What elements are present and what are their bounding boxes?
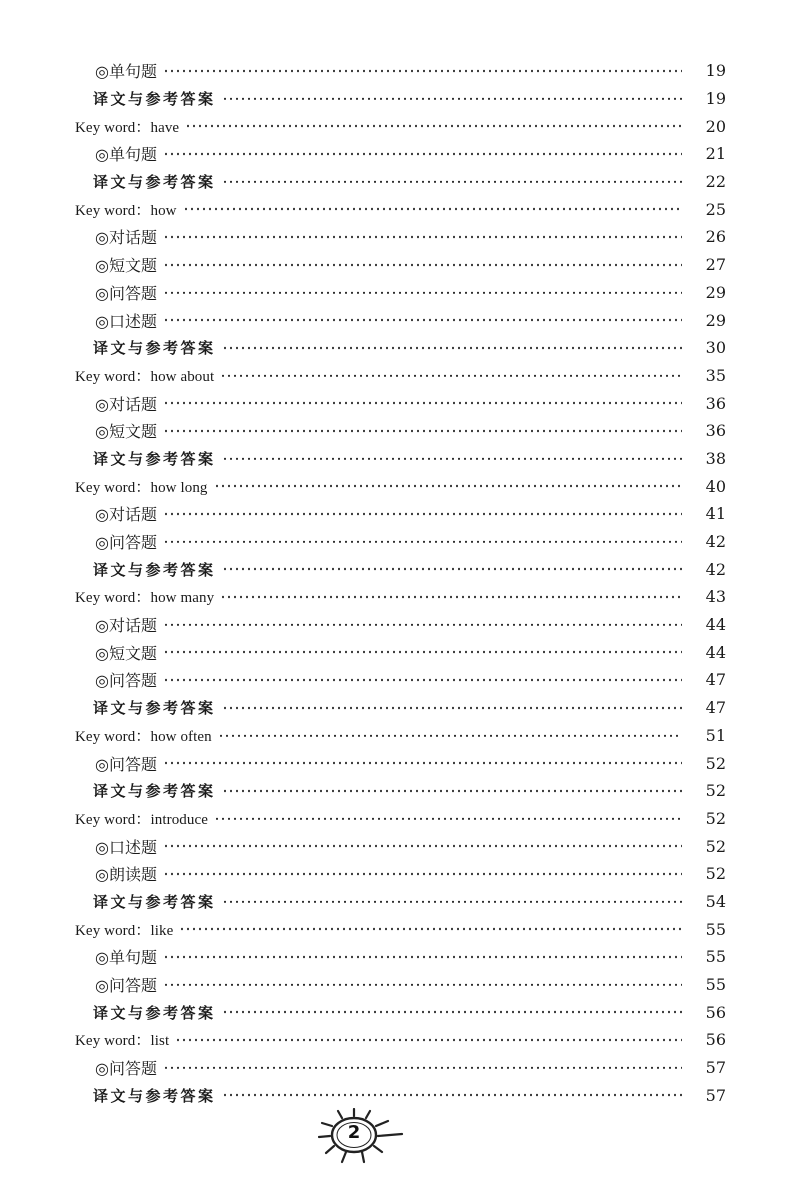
toc-entry-label: Key word：how <box>75 202 177 219</box>
toc-entry-page: 44 <box>705 615 726 635</box>
toc-entry-page: 35 <box>705 365 726 385</box>
toc-entry-page: 57 <box>705 1058 726 1078</box>
toc-entry-label: ◎对话题 <box>95 228 157 248</box>
dot-leader <box>163 140 682 168</box>
dot-leader <box>218 722 682 750</box>
toc-entry-page: 52 <box>705 753 726 773</box>
toc-entry[interactable] <box>0 112 790 140</box>
toc-entry-page: 29 <box>705 282 726 302</box>
toc-entry[interactable] <box>0 722 790 750</box>
toc-entry[interactable] <box>0 389 790 417</box>
dot-leader <box>222 555 682 583</box>
toc-entry-label: ◎短文题 <box>95 256 157 276</box>
toc-entry[interactable] <box>0 85 790 113</box>
toc-entry-page: 56 <box>705 1002 726 1022</box>
toc-entry[interactable] <box>0 445 790 473</box>
toc-entry[interactable] <box>0 971 790 999</box>
dot-leader <box>214 472 682 500</box>
dot-leader <box>175 1026 682 1054</box>
dot-leader <box>163 611 682 639</box>
dot-leader <box>179 915 682 943</box>
toc-entry-label: Key word：how often <box>75 728 212 745</box>
toc-entry[interactable] <box>0 251 790 279</box>
toc-entry-page: 55 <box>705 919 726 939</box>
toc-entry-page: 22 <box>705 172 726 192</box>
dot-leader <box>163 306 682 334</box>
toc-entry-page: 27 <box>705 255 726 275</box>
table-of-contents <box>0 57 790 1109</box>
toc-entry-page: 20 <box>705 116 726 136</box>
toc-entry-page: 47 <box>705 698 726 718</box>
dot-leader <box>163 749 682 777</box>
toc-entry-label: Key word：how about <box>75 368 215 385</box>
toc-entry[interactable] <box>0 915 790 943</box>
toc-entry[interactable] <box>0 666 790 694</box>
toc-entry-label: ◎问答题 <box>95 754 157 774</box>
dot-leader <box>222 694 682 722</box>
dot-leader <box>222 445 682 473</box>
toc-entry-page: 51 <box>705 725 726 745</box>
toc-entry-label: 译文与参考答案 <box>93 1086 216 1105</box>
toc-entry-page: 21 <box>705 144 726 164</box>
toc-entry-label: ◎问答题 <box>95 283 157 303</box>
toc-entry[interactable] <box>0 500 790 528</box>
ship-wheel-icon <box>318 1108 404 1178</box>
toc-entry-label: Key word：introduce <box>75 811 209 828</box>
toc-entry-label: 译文与参考答案 <box>93 449 216 468</box>
toc-entry[interactable] <box>0 638 790 666</box>
toc-entry[interactable] <box>0 860 790 888</box>
toc-entry-page: 52 <box>705 781 726 801</box>
dot-leader <box>222 85 682 113</box>
toc-entry[interactable] <box>0 998 790 1026</box>
toc-entry-label: Key word：how long <box>75 479 208 496</box>
dot-leader <box>163 57 682 85</box>
toc-entry-label: ◎对话题 <box>95 394 157 414</box>
toc-entry[interactable] <box>0 362 790 390</box>
toc-entry-label: Key word：have <box>75 119 180 136</box>
toc-entry[interactable] <box>0 140 790 168</box>
dot-leader <box>183 195 682 223</box>
toc-entry-label: ◎对话题 <box>95 505 157 525</box>
page-number: 2 <box>347 1122 361 1143</box>
toc-entry-label: ◎朗读题 <box>95 865 157 885</box>
dot-leader <box>163 638 682 666</box>
page-number-badge <box>318 1108 404 1178</box>
dot-leader <box>220 583 682 611</box>
toc-entry[interactable] <box>0 694 790 722</box>
toc-entry[interactable] <box>0 777 790 805</box>
toc-entry-label: 译文与参考答案 <box>93 892 216 911</box>
toc-entry-page: 26 <box>705 227 726 247</box>
toc-entry-label: ◎口述题 <box>95 837 157 857</box>
toc-entry-page: 19 <box>705 89 726 109</box>
dot-leader <box>222 998 682 1026</box>
toc-entry-page: 55 <box>705 947 726 967</box>
toc-entry-page: 19 <box>705 61 726 81</box>
toc-entry[interactable] <box>0 306 790 334</box>
toc-entry-label: 译文与参考答案 <box>93 173 216 192</box>
toc-entry-label: Key word：like <box>75 922 174 939</box>
toc-entry[interactable] <box>0 611 790 639</box>
dot-leader <box>222 168 682 196</box>
dot-leader <box>163 389 682 417</box>
dot-leader <box>163 860 682 888</box>
toc-entry-page: 52 <box>705 836 726 856</box>
toc-entry-label: ◎口述题 <box>95 311 157 331</box>
toc-entry-label: ◎问答题 <box>95 533 157 553</box>
toc-entry[interactable] <box>0 195 790 223</box>
toc-entry-page: 57 <box>705 1085 726 1105</box>
toc-entry-page: 52 <box>705 808 726 828</box>
toc-entry-page: 43 <box>705 587 726 607</box>
dot-leader <box>163 1054 682 1082</box>
toc-entry-label: ◎短文题 <box>95 643 157 663</box>
toc-entry-label: ◎短文题 <box>95 422 157 442</box>
toc-entry-label: 译文与参考答案 <box>93 339 216 358</box>
toc-entry-label: ◎问答题 <box>95 671 157 691</box>
dot-leader <box>220 362 682 390</box>
toc-entry[interactable] <box>0 528 790 556</box>
toc-entry-page: 36 <box>705 421 726 441</box>
toc-entry-label: ◎单句题 <box>95 62 157 82</box>
dot-leader <box>163 666 682 694</box>
dot-leader <box>163 279 682 307</box>
toc-entry[interactable] <box>0 888 790 916</box>
dot-leader <box>222 777 682 805</box>
dot-leader <box>214 805 682 833</box>
toc-entry-label: 译文与参考答案 <box>93 782 216 801</box>
toc-entry-page: 36 <box>705 393 726 413</box>
dot-leader <box>163 223 682 251</box>
dot-leader <box>222 888 682 916</box>
toc-entry[interactable] <box>0 334 790 362</box>
toc-entry-page: 42 <box>705 559 726 579</box>
toc-entry[interactable] <box>0 472 790 500</box>
toc-entry-page: 29 <box>705 310 726 330</box>
toc-entry-page: 52 <box>705 864 726 884</box>
toc-entry-label: 译文与参考答案 <box>93 90 216 109</box>
toc-entry[interactable] <box>0 1081 790 1109</box>
dot-leader <box>163 251 682 279</box>
toc-entry-label: 译文与参考答案 <box>93 1003 216 1022</box>
toc-entry-page: 55 <box>705 975 726 995</box>
toc-entry[interactable] <box>0 279 790 307</box>
dot-leader <box>163 528 682 556</box>
toc-entry[interactable] <box>0 555 790 583</box>
toc-entry[interactable] <box>0 749 790 777</box>
toc-entry-page: 40 <box>705 476 726 496</box>
toc-entry-label: ◎单句题 <box>95 145 157 165</box>
toc-entry[interactable] <box>0 1026 790 1054</box>
toc-entry[interactable] <box>0 1054 790 1082</box>
toc-entry[interactable] <box>0 832 790 860</box>
toc-entry[interactable] <box>0 223 790 251</box>
dot-leader <box>163 971 682 999</box>
dot-leader <box>163 500 682 528</box>
toc-entry-label: Key word：how many <box>75 590 215 607</box>
toc-entry-page: 38 <box>705 448 726 468</box>
toc-entry-label: Key word：list <box>75 1033 170 1050</box>
toc-entry-label: ◎对话题 <box>95 616 157 636</box>
toc-entry-page: 54 <box>705 891 726 911</box>
dot-leader <box>222 1081 682 1109</box>
toc-entry[interactable] <box>0 583 790 611</box>
dot-leader <box>163 943 682 971</box>
toc-entry[interactable] <box>0 57 790 85</box>
toc-entry[interactable] <box>0 417 790 445</box>
dot-leader <box>185 112 682 140</box>
toc-entry-label: ◎问答题 <box>95 976 157 996</box>
toc-entry-page: 25 <box>705 199 726 219</box>
toc-entry[interactable] <box>0 943 790 971</box>
toc-entry-page: 44 <box>705 642 726 662</box>
toc-entry-page: 56 <box>705 1030 726 1050</box>
dot-leader <box>222 334 682 362</box>
toc-entry-label: ◎问答题 <box>95 1059 157 1079</box>
toc-entry-page: 41 <box>705 504 726 524</box>
toc-entry-label: ◎单句题 <box>95 948 157 968</box>
toc-entry-page: 30 <box>705 338 726 358</box>
toc-entry[interactable] <box>0 805 790 833</box>
dot-leader <box>163 832 682 860</box>
dot-leader <box>163 417 682 445</box>
toc-entry-label: 译文与参考答案 <box>93 699 216 718</box>
toc-entry-label: 译文与参考答案 <box>93 560 216 579</box>
toc-entry-page: 47 <box>705 670 726 690</box>
toc-entry[interactable] <box>0 168 790 196</box>
toc-entry-page: 42 <box>705 532 726 552</box>
